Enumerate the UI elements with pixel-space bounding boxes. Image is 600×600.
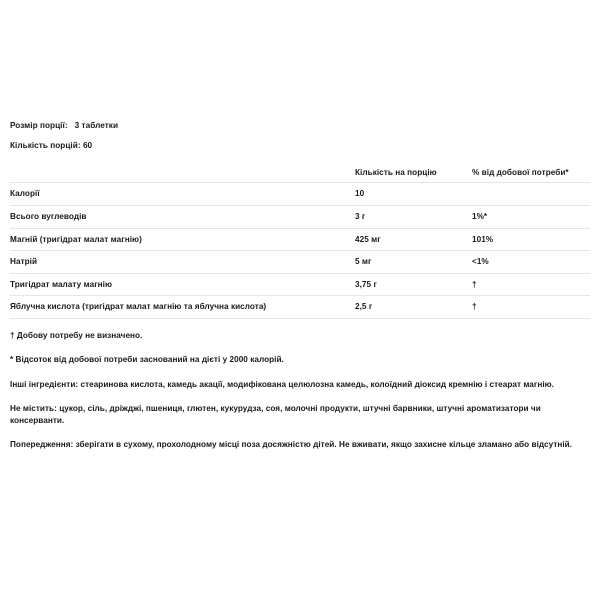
nutrient-daily-value: <1% (472, 251, 590, 274)
nutrient-daily-value: † (472, 296, 590, 319)
supplement-facts-table (10, 162, 590, 319)
table-row (10, 206, 590, 229)
nutrient-daily-value: † (472, 273, 590, 296)
column-header-nutrient (10, 162, 355, 183)
serving-size-value: 3 таблетки (74, 121, 119, 130)
warning-text: Попередження: зберігати в сухому, прохолодному місці поза досяжністю дітей. Не вживати, якщо захисне кільце зламано або відсутній. (10, 440, 573, 450)
nutrient-name: Магній (тригідрат малат магнію) (10, 228, 355, 251)
table-row (10, 183, 590, 206)
nutrient-name: Всього вуглеводів (10, 206, 355, 229)
nutrient-name: Натрій (10, 251, 355, 274)
column-header-amount-per-serving: Кількість на порцію (355, 162, 472, 183)
table-row (10, 296, 590, 319)
table-row (10, 251, 590, 274)
nutrient-name: Калорії (10, 183, 355, 206)
nutrient-daily-value: 1%* (472, 206, 590, 229)
table-row (10, 273, 590, 296)
footnotes-section (10, 330, 590, 451)
nutrient-name: Яблучна кислота (тригідрат малат магнію та яблучна кислота) (10, 296, 355, 319)
table-body (10, 183, 590, 319)
nutrient-daily-value (472, 183, 590, 206)
nutrient-daily-value: 101% (472, 228, 590, 251)
table-row (10, 228, 590, 251)
nutrient-name: Тригідрат малату магнію (10, 273, 355, 296)
servings-per-container-label: Кількість порцій: (10, 141, 81, 151)
servings-per-container-value: 60 (82, 141, 93, 151)
nutrient-amount: 5 мг (355, 251, 472, 274)
table-header (10, 162, 590, 183)
serving-size-line (10, 122, 590, 130)
supplement-facts-panel (0, 122, 600, 451)
footnote-dagger: † Добову потребу не визначено. (10, 330, 143, 340)
nutrient-amount: 10 (355, 183, 472, 206)
servings-per-container-line (10, 142, 590, 150)
serving-size-label: Розмір порції: (10, 121, 68, 130)
column-header-daily-value: % від добової потреби* (472, 162, 590, 183)
other-ingredients-text: Інші інгредієнти: стеаринова кислота, камедь акації, модифікована целюлозна камедь, колоїдний діоксид кремнію і стеарат магнію. (10, 379, 554, 389)
nutrient-amount: 3 г (355, 206, 472, 229)
table-header-row (10, 162, 590, 183)
footnote-asterisk: * Відсоток від добової потреби заснований на дієті у 2000 калорій. (10, 355, 284, 365)
nutrient-amount: 3,75 г (355, 273, 472, 296)
nutrient-amount: 2,5 г (355, 296, 472, 319)
nutrient-amount: 425 мг (355, 228, 472, 251)
free-from-text: Не містить: цукор, сіль, дріжджі, пшениця, глютен, кукурудза, соя, молочні продукти, штучні барвники, штучні ароматизатори чи консерванти. (10, 404, 541, 426)
